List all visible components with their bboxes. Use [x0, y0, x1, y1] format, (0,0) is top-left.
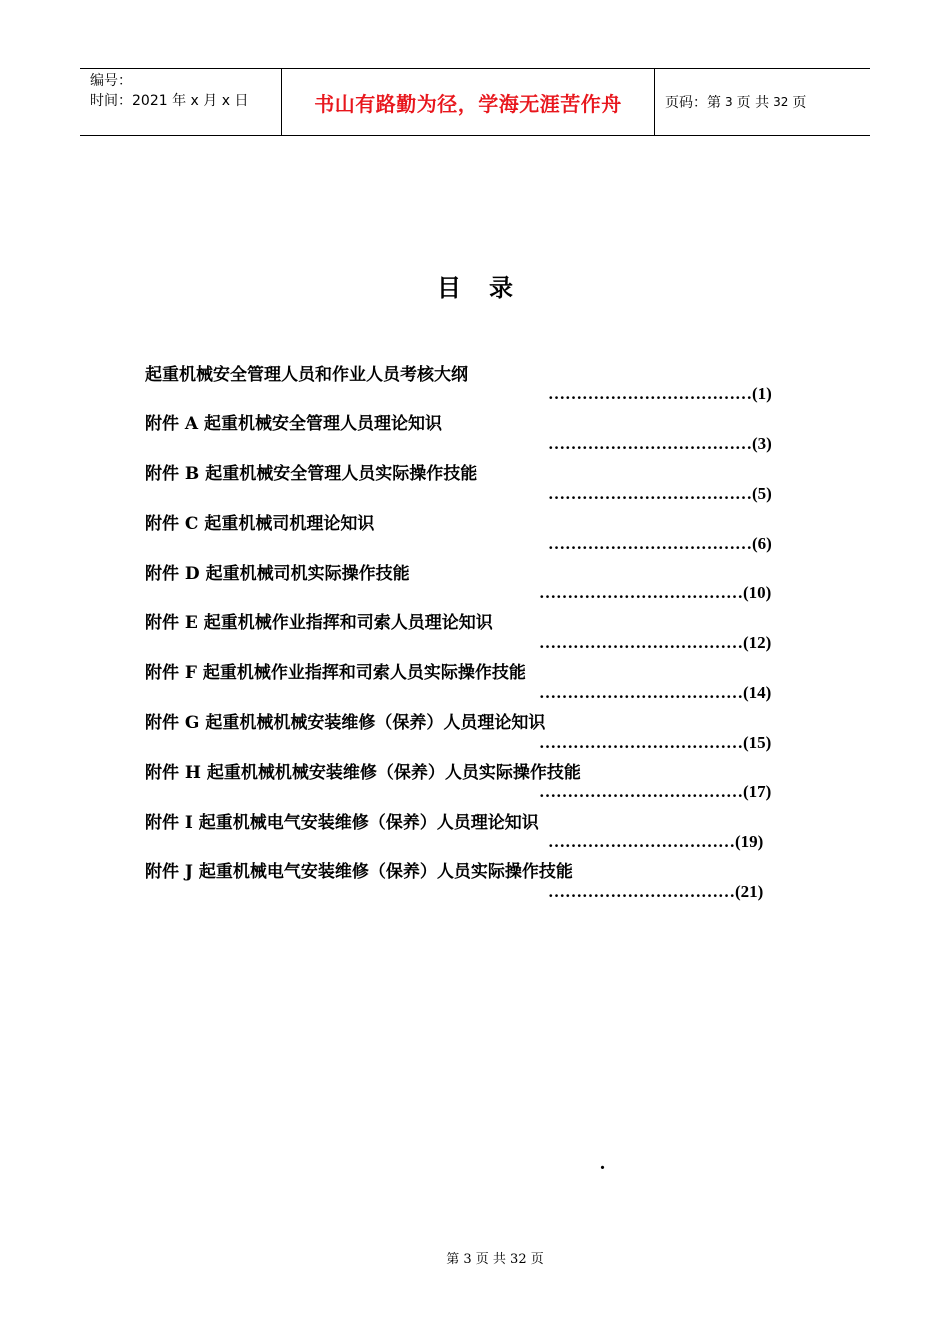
page-mid: 页 共 — [736, 95, 770, 111]
header-meta — [80, 69, 281, 135]
page-prefix: 页码：第 — [665, 95, 721, 111]
toc-entry-title[interactable]: 附件 J 起重机械电气安装维修（保养）人员实际操作技能 — [145, 862, 573, 882]
toc-entry-leader: ………………………………(17) — [539, 782, 772, 801]
toc-entry-title[interactable]: 附件 B 起重机械安全管理人员实际操作技能 — [145, 464, 478, 484]
toc-entry-title[interactable]: 附件 C 起重机械司机理论知识 — [145, 514, 375, 534]
toc-entry-leader: ………………………………(14) — [539, 683, 772, 702]
toc-entry-leader: ……………………………(21) — [548, 882, 764, 901]
toc-entry-title[interactable]: 附件 G 起重机械机械安装维修（保养）人员理论知识 — [145, 713, 546, 733]
page-footer: 第 3 页 共 32 页 — [446, 1252, 544, 1267]
toc-entry-title[interactable]: 附件 A 起重机械安全管理人员理论知识 — [145, 414, 443, 434]
toc-entry-title[interactable]: 附件 I 起重机械电气安装维修（保养）人员理论知识 — [145, 813, 539, 833]
toc-entry-leader: ………………………………(1) — [548, 384, 772, 403]
toc-entry-leader: ………………………………(5) — [548, 484, 772, 503]
page-header — [80, 68, 870, 136]
toc-entry-leader: ………………………………(12) — [539, 633, 772, 652]
toc-entry-title[interactable]: 起重机械安全管理人员和作业人员考核大纲 — [145, 365, 468, 385]
toc-entry-title[interactable]: 附件 E 起重机械作业指挥和司索人员理论知识 — [145, 613, 493, 633]
page-total: 32 — [773, 95, 789, 109]
toc-entry-leader: ………………………………(10) — [539, 583, 772, 602]
toc-entry-title[interactable]: 附件 D 起重机械司机实际操作技能 — [145, 564, 410, 584]
toc-entry-leader: ……………………………(19) — [548, 832, 764, 851]
toc-title: 目录 — [437, 273, 541, 302]
toc-entry-leader: ………………………………(3) — [548, 434, 772, 453]
toc-entry-title[interactable]: 附件 H 起重机械机械安装维修（保养）人员实际操作技能 — [145, 763, 581, 783]
page-suffix: 页 — [792, 95, 807, 111]
document-number-label: 编号： — [90, 73, 132, 89]
center-mark: . — [600, 1152, 605, 1174]
header-page-number — [655, 69, 870, 135]
toc-entry-title[interactable]: 附件 F 起重机械作业指挥和司索人员实际操作技能 — [145, 663, 526, 683]
toc-entry-leader: ………………………………(15) — [539, 733, 772, 752]
page-current: 3 — [725, 95, 733, 109]
document-date: 时间：2021 年 x 月 x 日 — [90, 93, 249, 109]
header-motto: 书山有路勤为径，学海无涯苦作舟 — [281, 69, 655, 135]
toc-entry-leader: ………………………………(6) — [548, 534, 772, 553]
